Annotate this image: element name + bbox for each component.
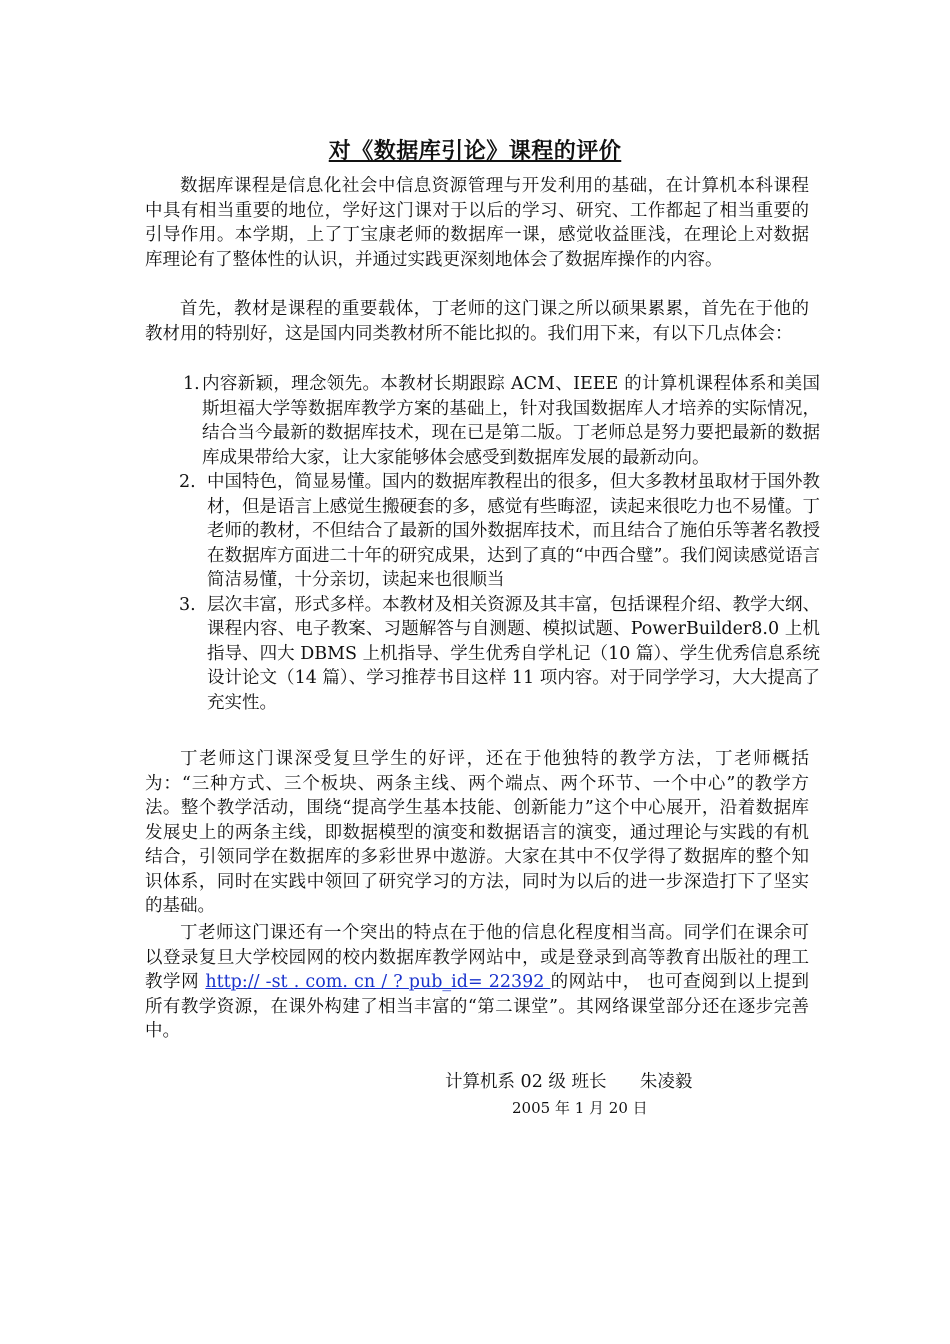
list-item-number: 1. [183, 374, 200, 394]
paragraph-text: 丁老师这门课还有一个突出的特点在于他的信息化程度相当高。同学们在课余可以登录复旦大学校园网的校内数据库教学网站中，或是登录到高等教育出版社的理工教学网 [145, 923, 809, 992]
list-item-number: 3. [179, 594, 196, 615]
list-item-text: 中国特色，简显易懂。国内的数据库教程出的很多，但大多教材虽取材于国外教材，但是语言上感觉生搬硬套的多，感觉有些晦涩，读起来很吃力也不易懂。丁老师的教材，不但结合了最新的国外数据库技术，而且结合了施伯乐等著名教授在数据库方面进二十年的研究成果，达到了真的“中西合璧”。我们阅读感觉语言简洁易懂，十分亲切，读起来也很顺当 [207, 472, 820, 590]
list-item [145, 470, 820, 593]
paragraph-online-resources [145, 921, 809, 1044]
signature-line: 计算机系 02 级 班长 朱凌毅 [445, 1072, 693, 1092]
list-item [145, 372, 820, 470]
course-website-link[interactable]: http:// -st . com. cn / ? pub_id= 22392 [205, 972, 551, 992]
document-title: 对《数据库引论》课程的评价 [328, 138, 622, 164]
list-item [145, 593, 820, 716]
signature-date: 2005 年 1 月 20 日 [512, 1099, 648, 1117]
paragraph-intro: 数据库课程是信息化社会中信息资源管理与开发利用的基础，在计算机本科课程中具有相当重要的地位，学好这门课对于以后的学习、研究、工作都起了相当重要的引导作用。本学期，上了丁宝康老师的数据库一课，感觉收益匪浅，在理论上对数据库理论有了整体性的认识，并通过实践更深刻地体会了数据库操作的内容。 [145, 176, 809, 270]
paragraph-text: 的网站中， 也可查阅到以上提到所有教学资源，在课外构建了相当丰富的“第二课堂”。其网络课堂部分还在逐步完善中。 [145, 972, 809, 1041]
paragraph-teaching-method: 丁老师这门课深受复旦学生的好评，还在于他独特的教学方法，丁老师概括为：“三种方式、三个板块、两条主线、两个端点、两个环节、一个中心”的教学方法。整个教学活动，围绕“提高学生基本技能、创新能力”这个中心展开，沿着数据库发展史上的两条主线，即数据模型的演变和数据语言的演变，通过理论与实践的有机结合，引领同学在数据库的多彩世界中遨游。大家在其中不仅学得了数据库的整个知识体系，同时在实践中领回了研究学习的方法，同时为以后的进一步深造打下了坚实的基础。 [145, 749, 809, 916]
list-item-text: 内容新颖，理念领先。本教材长期跟踪 ACM、IEEE 的计算机课程体系和美国斯坦福大学等数据库教学方案的基础上，针对我国数据库人才培养的实际情况，结合当今最新的数据库技术，现在已是第二版。丁老师总是努力要把最新的数据库成果带给大家，让大家能够体会感受到数据库发展的最新动向。 [202, 374, 820, 468]
feature-list [145, 372, 820, 715]
list-item-text: 层次丰富，形式多样。本教材及相关资源及其丰富，包括课程介绍、教学大纲、课程内容、电子教案、习题解答与自测题、模拟试题、PowerBuilder8.0 上机指导、四大 DBMS 上机指导、学生优秀自学札记（10 篇）、学生优秀信息系统设计论文（14 篇）、学习推荐书目这样 11 项内容。对于同学学习，大大提高了充实性。 [207, 594, 820, 713]
list-item-number: 2. [179, 472, 196, 492]
paragraph-textbook: 首先，教材是课程的重要载体，丁老师的这门课之所以硕果累累，首先在于他的教材用的特别好，这是国内同类教材所不能比拟的。我们用下来，有以下几点体会： [145, 299, 809, 344]
